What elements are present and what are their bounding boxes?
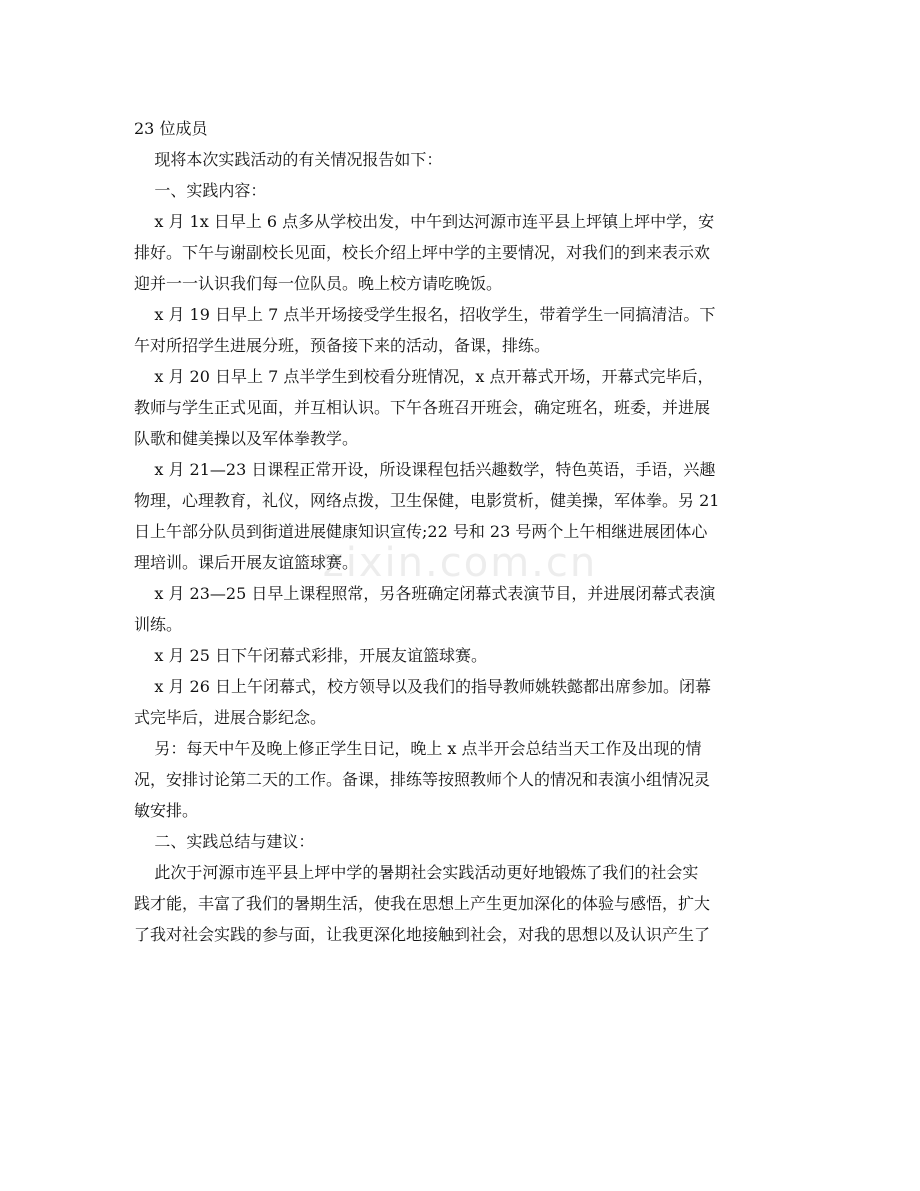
text-line-1: 23 位成员: [134, 119, 208, 138]
watermark: zixin.com.cn: [322, 540, 598, 586]
text-line-25: 此次于河源市连平县上坪中学的暑期社会实践活动更好地锻炼了我们的社会实: [134, 863, 699, 882]
text-line-16: x 月 23—25 日早上课程照常，另各班确定闭幕式表演节目，并进展闭幕式表演: [134, 584, 716, 603]
text-line-26: 践才能，丰富了我们的暑期生活，使我在思想上产生更加深化的体验与感悟，扩大: [134, 894, 711, 913]
text-line-9: x 月 20 日早上 7 点半学生到校看分班情况，x 点开幕式开场，开幕式完毕后，: [134, 367, 714, 386]
text-line-13: 物理，心理教育，礼仪，网络点拨，卫生保健，电影赏析，健美操，军体拳。另 21: [134, 491, 720, 510]
section-heading-1: 一、实践内容：: [134, 181, 267, 200]
section-heading-2: 二、实践总结与建议：: [134, 832, 315, 851]
text-line-11: 队歌和健美操以及军体拳教学。: [134, 429, 359, 448]
document-body: [134, 113, 786, 950]
text-line-20: 式完毕后，进展合影纪念。: [134, 708, 327, 727]
text-line-14: 日上午部分队员到街道进展健康知识宣传;22 号和 23 号两个上午相继进展团体心: [134, 522, 708, 541]
text-line-19: x 月 26 日上午闭幕式，校方领导以及我们的指导教师姚轶懿都出席参加。闭幕: [134, 677, 711, 696]
text-line-27: 了我对社会实践的参与面，让我更深化地接触到社会，对我的思想以及认识产生了: [134, 925, 711, 944]
text-line-18: x 月 25 日下午闭幕式彩排，开展友谊篮球赛。: [134, 646, 487, 665]
text-line-6: 迎并一一认识我们每一位队员。晚上校方请吃晚饭。: [134, 274, 503, 293]
text-line-2: 现将本次实践活动的有关情况报告如下：: [134, 150, 443, 169]
text-line-17: 训练。: [134, 615, 183, 634]
text-line-7: x 月 19 日早上 7 点半开场接受学生报名，招收学生，带着学生一同搞清洁。下: [134, 305, 716, 324]
text-line-8: 午对所招学生进展分班，预备接下来的活动，备课，排练。: [134, 336, 551, 355]
text-line-23: 敏安排。: [134, 801, 199, 820]
text-line-10: 教师与学生正式见面，并互相认识。下午各班召开班会，确定班名，班委，并进展: [134, 398, 711, 417]
text-line-4: x 月 1x 日早上 6 点多从学校出发，中午到达河源市连平县上坪镇上坪中学，安: [134, 212, 715, 231]
text-line-5: 排好。下午与谢副校长见面，校长介绍上坪中学的主要情况，对我们的到来表示欢: [134, 243, 711, 262]
text-line-15: 理培训。课后开展友谊篮球赛。: [134, 553, 359, 572]
text-line-21: 另：每天中午及晚上修正学生日记，晚上 x 点半开会总结当天工作及出现的情: [134, 739, 702, 758]
text-line-22: 况，安排讨论第二天的工作。备课，排练等按照教师个人的情况和表演小组情况灵: [134, 770, 711, 789]
text-line-12: x 月 21—23 日课程正常开设，所设课程包括兴趣数学，特色英语，手语，兴趣: [134, 460, 716, 479]
